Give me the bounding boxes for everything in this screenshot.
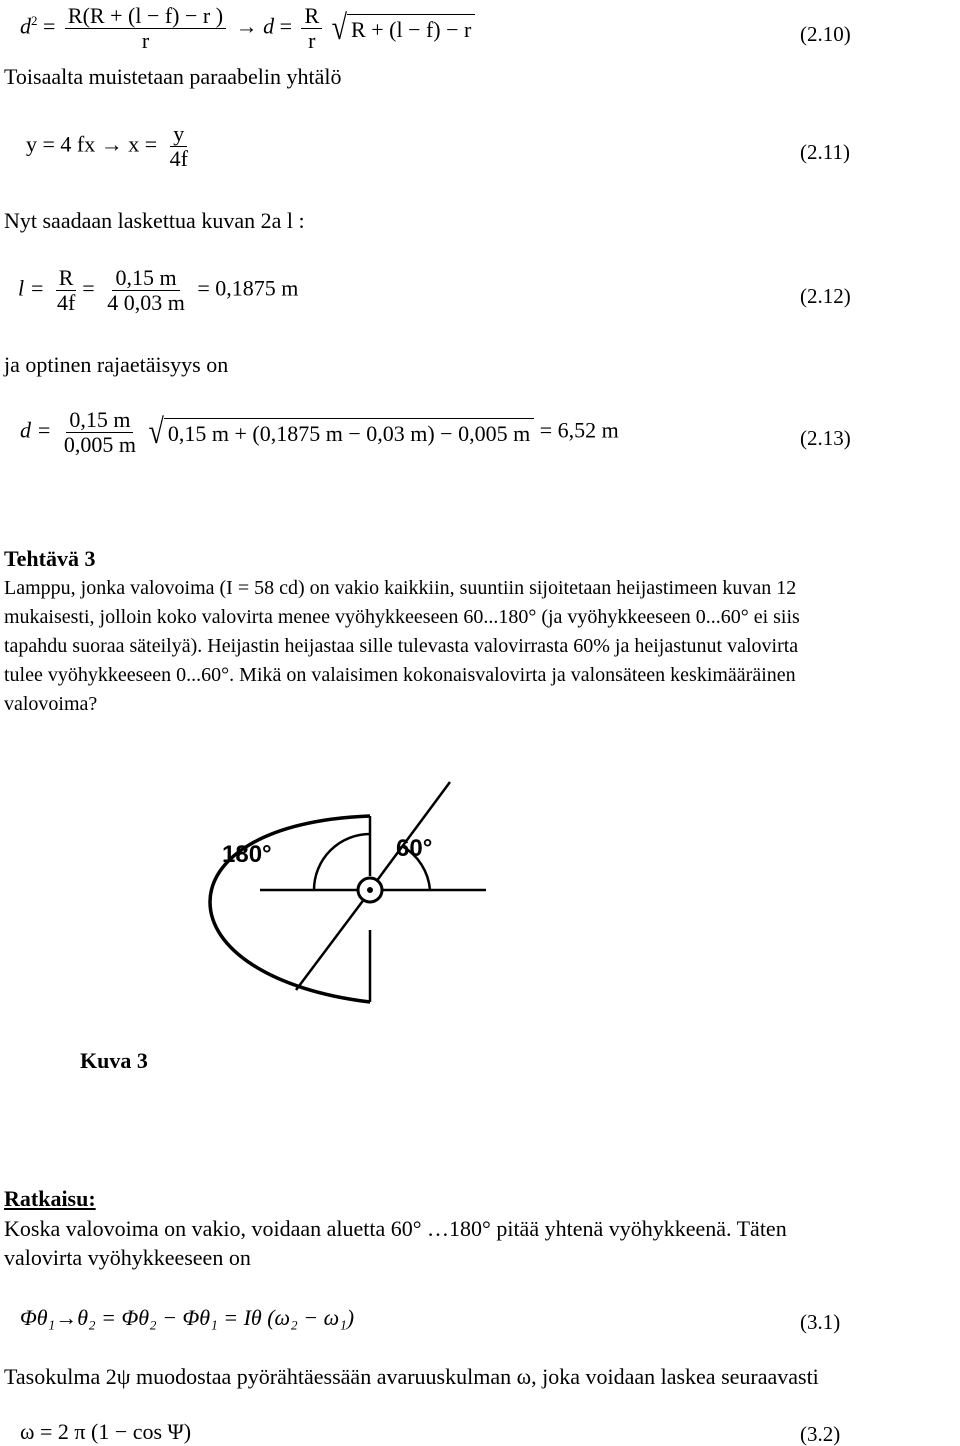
denominator: 4f xyxy=(56,290,76,315)
square-root: √ R + (l − f) − r xyxy=(332,14,476,44)
fraction xyxy=(54,266,78,315)
numerator: y xyxy=(170,122,187,147)
denominator: 4 0,03 m xyxy=(107,290,185,315)
task-line: tulee vyöhykkeeseen 0...60°. Mikä on valaisimen kokonaisvalovirta ja valonsäteen keskimääräinen xyxy=(4,664,796,686)
square-root: √ 0,15 m + (0,1875 m − 0,03 m) − 0,005 m xyxy=(148,418,534,448)
equation-number: (2.12) xyxy=(800,284,851,308)
task-line: Lamppu, jonka valovoima (I = 58 cd) on vakio kaikkiin, suuntiin sijoitetaan heijastimeen kuvan 12 xyxy=(4,577,797,599)
equation-3-2: ω = 2 π (1 − cos Ψ) xyxy=(20,1419,192,1444)
fraction xyxy=(167,122,191,171)
equation-2-11 xyxy=(26,122,195,171)
fraction xyxy=(301,4,322,53)
equation-number: (2.10) xyxy=(800,22,851,46)
lhs: l = xyxy=(18,275,45,301)
arrow: → xyxy=(235,13,258,39)
denominator: 0,005 m xyxy=(63,432,136,457)
numerator: 0,15 m xyxy=(112,266,179,291)
equation-2-13 xyxy=(20,408,619,457)
denominator: r xyxy=(141,28,150,53)
text-line: Nyt saadaan laskettua kuvan 2a l : xyxy=(4,208,305,233)
denominator: 4f xyxy=(169,146,188,171)
figure-caption: Kuva 3 xyxy=(80,1048,148,1073)
fraction xyxy=(104,266,188,315)
equation-number: (3.1) xyxy=(800,1310,841,1334)
task-text xyxy=(4,574,956,719)
radicand: 0,15 m + (0,1875 m − 0,03 m) − 0,005 m xyxy=(164,418,534,448)
equation-number: (2.11) xyxy=(800,140,850,164)
reflector-figure xyxy=(190,780,510,1020)
text-line: ja optinen rajaetäisyys on xyxy=(4,352,229,377)
task-line: mukaisesti, jolloin koko valovirta menee vyöhykkeeseen 60...180° (ja vyöhykkeeseen 0...60° ei siis xyxy=(4,606,800,628)
solution-heading: Ratkaisu: xyxy=(4,1186,96,1211)
lhs: d = xyxy=(20,417,52,443)
solution-line: Koska valovoima on vakio, voidaan aluetta 60° …180° pitää yhtenä vyöhykkeenä. Täten xyxy=(4,1216,787,1241)
radicand: R + (l − f) − r xyxy=(347,14,475,44)
fraction xyxy=(61,408,139,457)
equation-number: (2.13) xyxy=(800,426,851,450)
numerator: R xyxy=(301,4,322,29)
lamp-center xyxy=(367,887,373,893)
text-line: Toisaalta muistetaan paraabelin yhtälö xyxy=(4,64,342,89)
lhs: y = 4 fx → x = xyxy=(26,131,158,157)
numerator: R xyxy=(56,266,77,291)
text-line: Tasokulma 2ψ muodostaa pyörähtäessään avaruuskulman ω, joka voidaan laskea seuraavasti xyxy=(4,1364,819,1389)
equation-2-10: $d^2$ = $\frac{R(R + (l - f) - r )}{r}$ → d = $\frac{R}{r}$ √ R + (l − f) − r xyxy=(20,4,475,53)
solution-line: valovirta vyöhykkeeseen on xyxy=(4,1245,251,1270)
label-60: 60° xyxy=(396,835,433,862)
equation-2-12: l = $\frac{R}{4f}$ = $\frac{0,15 m}{4 0,03 m}$ = 0,1875 m xyxy=(18,265,299,315)
ray-60 xyxy=(296,886,374,990)
result: = 0,1875 m xyxy=(197,275,299,301)
eq-var-d: d xyxy=(263,13,275,39)
label-180: 180° xyxy=(222,841,272,868)
denominator: r xyxy=(308,28,316,53)
numerator: 0,15 m xyxy=(66,408,133,433)
numerator: R(R + (l − f) − r ) xyxy=(65,4,226,29)
task-line: tapahdu suoraa säteilyä). Heijastin heijastaa sille tulevasta valovirrasta 60% ja heijastunut valovirta xyxy=(4,635,799,657)
fraction xyxy=(65,4,226,53)
task-line: valovoima? xyxy=(4,693,98,715)
eq-var-d: d xyxy=(20,13,31,39)
equation-number: (3.2) xyxy=(800,1422,841,1446)
result: = 6,52 m xyxy=(539,417,619,443)
equation-3-1: Φθ₁→θ₂ = Φθ₂ − Φθ₁ = Iθ (ω₂ − ω₁) xyxy=(20,1305,355,1330)
task-heading: Tehtävä 3 xyxy=(4,546,96,571)
